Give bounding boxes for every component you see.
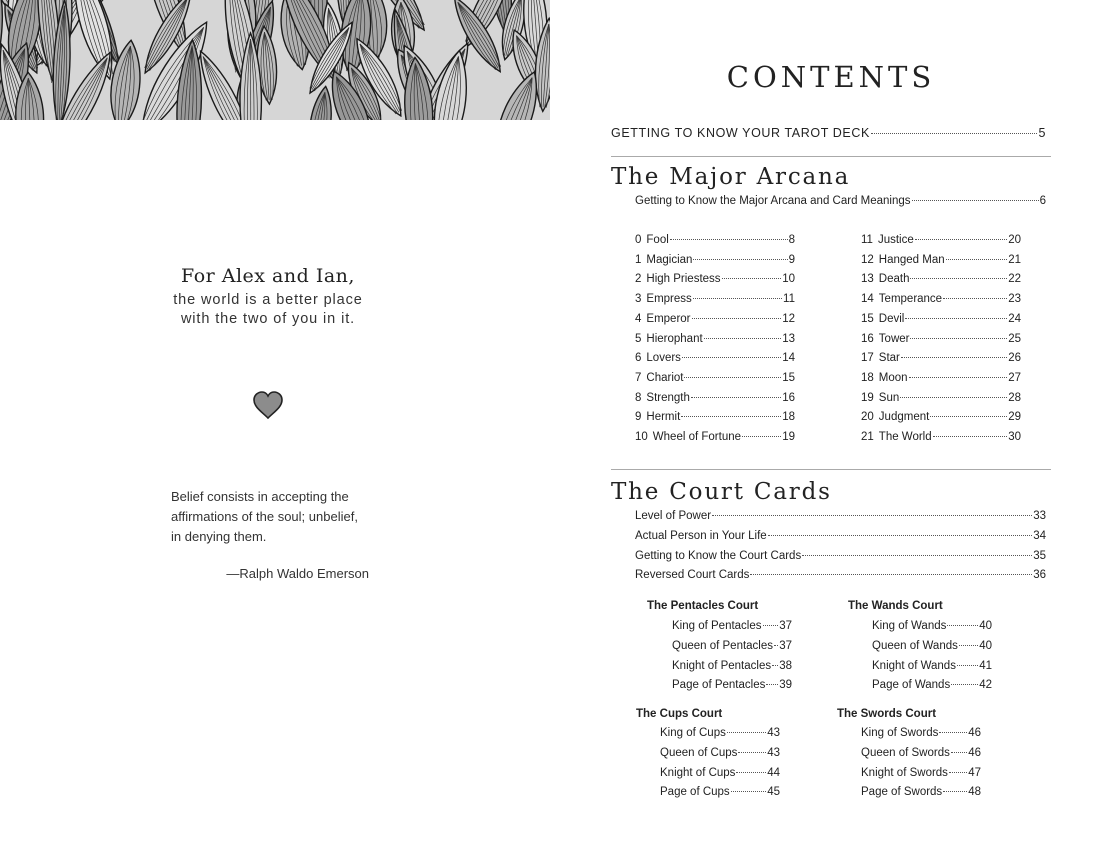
card-number: 10 bbox=[635, 431, 648, 443]
toc-page: 16 bbox=[782, 391, 795, 404]
toc-label: Magician bbox=[646, 253, 693, 266]
toc-page: 39 bbox=[779, 679, 792, 692]
subheading-pentacles-court: The Pentacles Court bbox=[647, 600, 759, 612]
leader-dots bbox=[763, 625, 779, 626]
toc-page: 15 bbox=[782, 371, 795, 384]
toc-entry[interactable] bbox=[861, 431, 1021, 443]
toc-label: The World bbox=[878, 431, 932, 443]
card-number: 17 bbox=[861, 352, 874, 365]
toc-page: 37 bbox=[779, 620, 792, 632]
toc-page: 43 bbox=[767, 727, 780, 739]
toc-page: 43 bbox=[767, 746, 780, 759]
toc-entry[interactable] bbox=[660, 747, 780, 759]
toc-entry[interactable] bbox=[672, 660, 792, 672]
toc-page: 33 bbox=[1033, 510, 1046, 522]
toc-entry[interactable] bbox=[660, 786, 780, 798]
leader-dots bbox=[943, 298, 1007, 299]
leaf-illustration bbox=[0, 0, 550, 120]
toc-label: Getting to Know the Court Cards bbox=[635, 549, 802, 562]
toc-page: 25 bbox=[1008, 332, 1021, 345]
card-number: 0 bbox=[635, 234, 642, 246]
toc-page: 37 bbox=[779, 639, 792, 652]
divider bbox=[611, 156, 1051, 157]
leader-dots bbox=[738, 752, 766, 753]
toc-page: 9 bbox=[788, 253, 795, 266]
leader-dots bbox=[742, 436, 781, 437]
leader-dots bbox=[912, 200, 1039, 201]
toc-page: 41 bbox=[979, 659, 992, 672]
toc-label: Justice bbox=[877, 234, 914, 246]
toc-entry[interactable] bbox=[861, 767, 981, 779]
toc-label: Fool bbox=[646, 234, 669, 246]
leader-dots bbox=[871, 133, 1038, 134]
toc-label: King of Swords bbox=[861, 727, 939, 739]
card-number: 1 bbox=[635, 253, 642, 266]
leader-dots bbox=[949, 772, 967, 773]
toc-label: Devil bbox=[878, 312, 905, 325]
toc-label: Queen of Pentacles bbox=[672, 639, 774, 652]
toc-entry-intro[interactable] bbox=[611, 126, 1046, 140]
toc-entry[interactable] bbox=[635, 333, 795, 345]
toc-label: Page of Cups bbox=[660, 786, 730, 799]
toc-entry[interactable] bbox=[861, 254, 1021, 266]
toc-entry[interactable] bbox=[672, 679, 792, 691]
leader-dots bbox=[933, 436, 1008, 437]
toc-page: 21 bbox=[1008, 253, 1021, 266]
toc-page: 40 bbox=[979, 639, 992, 652]
toc-label: King of Pentacles bbox=[672, 620, 762, 632]
toc-label: Star bbox=[878, 352, 900, 365]
toc-label: Knight of Pentacles bbox=[672, 659, 772, 672]
toc-label: Knight of Cups bbox=[660, 766, 736, 779]
leader-dots bbox=[900, 397, 1007, 398]
toc-page: 29 bbox=[1008, 411, 1021, 424]
toc-page: 46 bbox=[968, 746, 981, 759]
leader-dots bbox=[909, 377, 1008, 378]
leader-dots bbox=[766, 684, 778, 685]
toc-entry[interactable] bbox=[872, 640, 992, 652]
toc-entry[interactable] bbox=[635, 254, 795, 266]
card-number: 19 bbox=[861, 391, 874, 404]
card-number: 3 bbox=[635, 293, 642, 306]
leader-dots bbox=[915, 239, 1007, 240]
toc-entry[interactable] bbox=[635, 234, 795, 246]
toc-page: 47 bbox=[968, 766, 981, 779]
toc-label: Empress bbox=[646, 293, 692, 306]
leader-dots bbox=[802, 555, 1032, 556]
toc-label: Knight of Wands bbox=[872, 659, 956, 672]
toc-entry[interactable] bbox=[635, 510, 1046, 522]
leader-dots bbox=[905, 318, 1007, 319]
leader-dots bbox=[736, 772, 766, 773]
card-number: 6 bbox=[635, 352, 642, 365]
leader-dots bbox=[946, 259, 1008, 260]
toc-page: 14 bbox=[782, 352, 795, 365]
leader-dots bbox=[692, 318, 782, 319]
card-number: 18 bbox=[861, 371, 874, 384]
card-number: 8 bbox=[635, 391, 642, 404]
card-number: 15 bbox=[861, 312, 874, 325]
toc-page: 6 bbox=[1039, 195, 1046, 207]
toc-page: 8 bbox=[788, 234, 795, 246]
toc-entry[interactable] bbox=[672, 620, 792, 632]
toc-label: Strength bbox=[646, 391, 690, 404]
toc-label: Queen of Swords bbox=[861, 746, 950, 759]
toc-entry[interactable] bbox=[861, 727, 981, 739]
toc-entry[interactable] bbox=[861, 352, 1021, 364]
card-number: 9 bbox=[635, 411, 642, 424]
toc-page: 26 bbox=[1008, 352, 1021, 365]
leader-dots bbox=[901, 357, 1007, 358]
toc-page: 30 bbox=[1008, 431, 1021, 443]
leader-dots bbox=[691, 397, 781, 398]
toc-label: Tower bbox=[878, 332, 910, 345]
toc-label: Hierophant bbox=[646, 332, 703, 345]
toc-entry[interactable] bbox=[861, 786, 981, 798]
card-number: 7 bbox=[635, 371, 642, 384]
card-number: 14 bbox=[861, 293, 874, 306]
toc-label: Emperor bbox=[646, 312, 691, 325]
toc-page: 24 bbox=[1008, 312, 1021, 325]
toc-entry[interactable] bbox=[861, 234, 1021, 246]
leader-dots bbox=[704, 338, 782, 339]
toc-label: King of Wands bbox=[872, 620, 947, 632]
leader-dots bbox=[712, 515, 1032, 516]
toc-label: Page of Pentacles bbox=[672, 679, 766, 692]
toc-label: Temperance bbox=[878, 293, 943, 306]
subheading-cups-court: The Cups Court bbox=[636, 708, 723, 720]
toc-page: 42 bbox=[979, 679, 992, 692]
toc-label: Actual Person in Your Life bbox=[635, 529, 767, 542]
toc-label: Hermit bbox=[646, 411, 681, 424]
leader-dots bbox=[947, 625, 978, 626]
toc-page: 44 bbox=[767, 766, 780, 779]
toc-label: GETTING TO KNOW YOUR TAROT DECK bbox=[611, 126, 870, 140]
leader-dots bbox=[693, 298, 782, 299]
leaf-pattern-icon bbox=[0, 0, 550, 120]
toc-page: 45 bbox=[767, 786, 780, 799]
leader-dots bbox=[670, 239, 788, 240]
toc-page: 38 bbox=[779, 659, 792, 672]
toc-entry[interactable] bbox=[635, 431, 795, 443]
toc-label: Moon bbox=[878, 371, 908, 384]
leader-dots bbox=[957, 665, 978, 666]
toc-entry[interactable] bbox=[660, 767, 780, 779]
toc-page: 13 bbox=[782, 332, 795, 345]
toc-label: Wheel of Fortune bbox=[652, 431, 742, 443]
leader-dots bbox=[682, 357, 781, 358]
toc-label: Sun bbox=[878, 391, 900, 404]
toc-label: Level of Power bbox=[635, 510, 712, 522]
leader-dots bbox=[727, 732, 766, 733]
toc-entry[interactable] bbox=[861, 293, 1021, 305]
toc-label: Page of Wands bbox=[872, 679, 951, 692]
toc-page: 10 bbox=[782, 273, 795, 286]
card-number: 5 bbox=[635, 332, 642, 345]
toc-page: 28 bbox=[1008, 391, 1021, 404]
toc-entry[interactable] bbox=[635, 550, 1046, 562]
leader-dots bbox=[772, 665, 778, 666]
toc-label: Death bbox=[878, 273, 910, 286]
toc-page: 11 bbox=[783, 293, 795, 306]
card-number: 12 bbox=[861, 253, 874, 266]
section-heading-major-arcana: The Major Arcana bbox=[611, 164, 851, 190]
toc-entry[interactable] bbox=[635, 530, 1046, 542]
quote-line-3: in denying them. bbox=[171, 529, 267, 544]
leader-dots bbox=[930, 416, 1007, 417]
leader-dots bbox=[943, 791, 967, 792]
toc-entry[interactable] bbox=[635, 392, 795, 404]
toc-page: 36 bbox=[1033, 569, 1046, 582]
toc-entry-major-intro[interactable] bbox=[635, 195, 1046, 207]
toc-label: Knight of Swords bbox=[861, 766, 948, 779]
leader-dots bbox=[951, 684, 978, 685]
toc-entry[interactable] bbox=[635, 569, 1046, 581]
toc-entry[interactable] bbox=[635, 372, 795, 384]
toc-page: 5 bbox=[1038, 126, 1046, 140]
toc-entry[interactable] bbox=[861, 411, 1021, 423]
section-heading-court-cards: The Court Cards bbox=[611, 479, 832, 505]
card-number: 16 bbox=[861, 332, 874, 345]
toc-entry[interactable] bbox=[861, 313, 1021, 325]
toc-entry[interactable] bbox=[861, 273, 1021, 285]
toc-label: Queen of Cups bbox=[660, 746, 738, 759]
leader-dots bbox=[959, 645, 978, 646]
leader-dots bbox=[951, 752, 967, 753]
toc-label: Judgment bbox=[878, 411, 930, 424]
leader-dots bbox=[768, 535, 1033, 536]
card-number: 2 bbox=[635, 273, 642, 286]
toc-page: 40 bbox=[979, 620, 992, 632]
toc-label: Page of Swords bbox=[861, 786, 943, 799]
leader-dots bbox=[684, 377, 781, 378]
toc-entry[interactable] bbox=[635, 411, 795, 423]
dedication-name: For Alex and Ian, bbox=[181, 265, 355, 287]
leader-dots bbox=[731, 791, 767, 792]
toc-label: King of Cups bbox=[660, 727, 726, 739]
leader-dots bbox=[910, 338, 1007, 339]
leader-dots bbox=[939, 732, 967, 733]
toc-entry[interactable] bbox=[861, 333, 1021, 345]
toc-entry[interactable] bbox=[872, 679, 992, 691]
toc-entry[interactable] bbox=[672, 640, 792, 652]
toc-page: 35 bbox=[1033, 549, 1046, 562]
card-number: 11 bbox=[861, 234, 873, 246]
toc-label: Chariot bbox=[646, 371, 684, 384]
toc-page: 48 bbox=[968, 786, 981, 799]
toc-label: Hanged Man bbox=[878, 253, 945, 266]
toc-entry[interactable] bbox=[635, 313, 795, 325]
contents-title: CONTENTS bbox=[726, 60, 936, 94]
toc-label: High Priestess bbox=[646, 273, 721, 286]
quote-line-1: Belief consists in accepting the bbox=[171, 489, 349, 504]
toc-label: Reversed Court Cards bbox=[635, 569, 750, 582]
toc-entry[interactable] bbox=[872, 620, 992, 632]
toc-entry[interactable] bbox=[861, 747, 981, 759]
divider bbox=[611, 469, 1051, 470]
toc-entry[interactable] bbox=[872, 660, 992, 672]
toc-entry[interactable] bbox=[635, 352, 795, 364]
toc-label: Getting to Know the Major Arcana and Card Meanings bbox=[635, 195, 911, 207]
toc-page: 18 bbox=[782, 411, 795, 424]
leader-dots bbox=[910, 278, 1007, 279]
toc-page: 22 bbox=[1008, 273, 1021, 286]
heart-icon bbox=[252, 390, 284, 422]
toc-entry[interactable] bbox=[861, 392, 1021, 404]
toc-page: 20 bbox=[1008, 234, 1021, 246]
quote-line-2: affirmations of the soul; unbelief, bbox=[171, 509, 358, 524]
toc-entry[interactable] bbox=[635, 293, 795, 305]
leader-dots bbox=[722, 278, 782, 279]
subheading-wands-court: The Wands Court bbox=[848, 600, 943, 612]
card-number: 21 bbox=[861, 431, 874, 443]
toc-page: 12 bbox=[782, 312, 795, 325]
subheading-swords-court: The Swords Court bbox=[837, 708, 937, 720]
leader-dots bbox=[750, 574, 1032, 575]
toc-entry[interactable] bbox=[660, 727, 780, 739]
toc-page: 27 bbox=[1008, 371, 1021, 384]
leader-dots bbox=[681, 416, 781, 417]
dedication-line-2: with the two of you in it. bbox=[180, 311, 356, 327]
dedication-line-1: the world is a better place bbox=[173, 292, 363, 308]
toc-label: Queen of Wands bbox=[872, 639, 958, 652]
card-number: 13 bbox=[861, 273, 874, 286]
toc-entry[interactable] bbox=[635, 273, 795, 285]
leader-dots bbox=[693, 259, 787, 260]
toc-page: 19 bbox=[782, 431, 795, 443]
card-number: 4 bbox=[635, 312, 642, 325]
quote-attribution: —Ralph Waldo Emerson bbox=[226, 566, 369, 581]
toc-page: 46 bbox=[968, 727, 981, 739]
leader-dots bbox=[774, 645, 778, 646]
toc-page: 34 bbox=[1033, 529, 1046, 542]
card-number: 20 bbox=[861, 411, 874, 424]
toc-label: Lovers bbox=[646, 352, 681, 365]
toc-entry[interactable] bbox=[861, 372, 1021, 384]
toc-page: 23 bbox=[1008, 293, 1021, 306]
